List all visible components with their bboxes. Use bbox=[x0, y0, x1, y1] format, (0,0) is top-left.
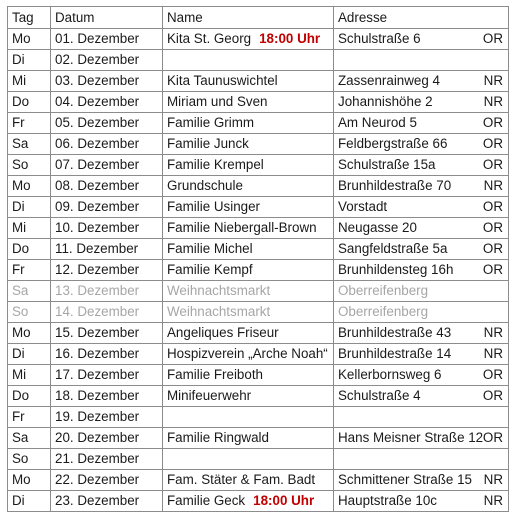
cell-name bbox=[163, 176, 334, 197]
cell-day bbox=[8, 428, 51, 449]
day-text: Do bbox=[12, 94, 30, 109]
cell-address bbox=[334, 218, 509, 239]
region-code: NR bbox=[483, 94, 503, 109]
cell-day bbox=[8, 113, 51, 134]
cell-name bbox=[163, 428, 334, 449]
table-body bbox=[8, 7, 509, 512]
date-text: 15. Dezember bbox=[55, 325, 140, 340]
day-text: Fr bbox=[12, 409, 25, 424]
cell-name bbox=[163, 155, 334, 176]
name-text: Angeliques Friseur bbox=[167, 325, 279, 340]
date-text: 23. Dezember bbox=[55, 493, 140, 508]
day-text: Fr bbox=[12, 115, 25, 130]
name-text: Kita Taunuswichtel bbox=[167, 73, 278, 88]
cell-address bbox=[334, 92, 509, 113]
cell-address bbox=[334, 155, 509, 176]
name-text: Familie Krempel bbox=[167, 157, 264, 172]
date-text: 13. Dezember bbox=[55, 283, 140, 298]
name-text: Familie Kempf bbox=[167, 262, 253, 277]
cell-date bbox=[51, 344, 163, 365]
cell-date bbox=[51, 281, 163, 302]
name-text: Fam. Stäter & Fam. Badt bbox=[167, 472, 316, 487]
header-date: Datum bbox=[51, 7, 163, 29]
name-text: Minifeuerwehr bbox=[167, 388, 252, 403]
region-code: OR bbox=[482, 199, 503, 214]
address-text: Oberreifenberg bbox=[338, 304, 429, 319]
cell-day bbox=[8, 344, 51, 365]
cell-name bbox=[163, 470, 334, 491]
name-text: Familie Geck bbox=[167, 493, 246, 508]
cell-address bbox=[334, 176, 509, 197]
cell-address bbox=[334, 470, 509, 491]
date-text: 09. Dezember bbox=[55, 199, 140, 214]
region-code: NR bbox=[483, 325, 503, 340]
cell-day bbox=[8, 470, 51, 491]
cell-address bbox=[334, 134, 509, 155]
table-row bbox=[8, 302, 509, 323]
date-text: 07. Dezember bbox=[55, 157, 140, 172]
table-row bbox=[8, 71, 509, 92]
cell-address bbox=[334, 407, 509, 428]
date-text: 19. Dezember bbox=[55, 409, 140, 424]
name-text: Familie Ringwald bbox=[167, 430, 269, 445]
cell-date bbox=[51, 386, 163, 407]
cell-day bbox=[8, 197, 51, 218]
table-row bbox=[8, 344, 509, 365]
cell-address bbox=[334, 197, 509, 218]
table-row bbox=[8, 491, 509, 512]
table-row bbox=[8, 29, 509, 50]
cell-name bbox=[163, 29, 334, 50]
header-name: Name bbox=[163, 7, 334, 29]
region-code: OR bbox=[482, 157, 503, 172]
region-code: NR bbox=[483, 493, 503, 508]
cell-date bbox=[51, 155, 163, 176]
cell-name bbox=[163, 281, 334, 302]
name-text: Familie Freiboth bbox=[167, 367, 263, 382]
address-text: Hauptstraße 10c bbox=[338, 493, 437, 508]
cell-date bbox=[51, 218, 163, 239]
table-row bbox=[8, 113, 509, 134]
table-row bbox=[8, 260, 509, 281]
cell-date bbox=[51, 260, 163, 281]
region-code: OR bbox=[482, 115, 503, 130]
address-text: Schulstraße 6 bbox=[338, 31, 421, 46]
date-text: 21. Dezember bbox=[55, 451, 140, 466]
date-text: 01. Dezember bbox=[55, 31, 140, 46]
cell-date bbox=[51, 134, 163, 155]
table-row bbox=[8, 92, 509, 113]
cell-date bbox=[51, 428, 163, 449]
day-text: So bbox=[12, 157, 29, 172]
cell-name bbox=[163, 302, 334, 323]
cell-name bbox=[163, 260, 334, 281]
table-row bbox=[8, 281, 509, 302]
table-row bbox=[8, 218, 509, 239]
day-text: Di bbox=[12, 346, 25, 361]
cell-date bbox=[51, 92, 163, 113]
cell-name bbox=[163, 365, 334, 386]
address-text: Am Neurod 5 bbox=[338, 115, 417, 130]
cell-name bbox=[163, 386, 334, 407]
date-text: 18. Dezember bbox=[55, 388, 140, 403]
address-text: Sangfeldstraße 5a bbox=[338, 241, 448, 256]
date-text: 04. Dezember bbox=[55, 94, 140, 109]
date-text: 22. Dezember bbox=[55, 472, 140, 487]
day-text: So bbox=[12, 451, 29, 466]
cell-day bbox=[8, 407, 51, 428]
cell-name bbox=[163, 71, 334, 92]
cell-name bbox=[163, 134, 334, 155]
region-code: OR bbox=[482, 241, 503, 256]
cell-day bbox=[8, 281, 51, 302]
cell-address bbox=[334, 239, 509, 260]
header-row bbox=[8, 7, 509, 29]
cell-address bbox=[334, 260, 509, 281]
day-text: Mi bbox=[12, 220, 27, 235]
region-code: OR bbox=[482, 262, 503, 277]
day-text: Mo bbox=[12, 178, 31, 193]
cell-date bbox=[51, 491, 163, 512]
date-text: 06. Dezember bbox=[55, 136, 140, 151]
address-text: Hans Meisner Straße 12 bbox=[338, 430, 484, 445]
date-text: 14. Dezember bbox=[55, 304, 140, 319]
cell-day bbox=[8, 218, 51, 239]
cell-name bbox=[163, 449, 334, 470]
cell-name bbox=[163, 113, 334, 134]
cell-address bbox=[334, 113, 509, 134]
cell-name bbox=[163, 197, 334, 218]
table-row bbox=[8, 197, 509, 218]
day-text: Di bbox=[12, 493, 25, 508]
address-text: Brunhildensteg 16h bbox=[338, 262, 454, 277]
cell-name bbox=[163, 50, 334, 71]
cell-day bbox=[8, 302, 51, 323]
time-badge: 18:00 Uhr bbox=[259, 31, 321, 46]
address-text: Johannishöhe 2 bbox=[338, 94, 433, 109]
table-row bbox=[8, 239, 509, 260]
name-text: Weihnachtsmarkt bbox=[167, 283, 271, 298]
cell-date bbox=[51, 176, 163, 197]
table-row bbox=[8, 50, 509, 71]
cell-name bbox=[163, 92, 334, 113]
address-text: Feldbergstraße 66 bbox=[338, 136, 448, 151]
cell-day bbox=[8, 155, 51, 176]
cell-address bbox=[334, 29, 509, 50]
cell-date bbox=[51, 365, 163, 386]
day-text: Mo bbox=[12, 325, 31, 340]
day-text: Sa bbox=[12, 136, 29, 151]
cell-day bbox=[8, 386, 51, 407]
cell-day bbox=[8, 323, 51, 344]
cell-day bbox=[8, 239, 51, 260]
address-text: Oberreifenberg bbox=[338, 283, 429, 298]
cell-address bbox=[334, 344, 509, 365]
advent-calendar-table bbox=[7, 6, 509, 512]
cell-day bbox=[8, 491, 51, 512]
date-text: 20. Dezember bbox=[55, 430, 140, 445]
cell-address bbox=[334, 428, 509, 449]
cell-day bbox=[8, 50, 51, 71]
name-text: Familie Grimm bbox=[167, 115, 255, 130]
day-text: Mo bbox=[12, 472, 31, 487]
table-row bbox=[8, 155, 509, 176]
cell-address bbox=[334, 449, 509, 470]
cell-date bbox=[51, 407, 163, 428]
cell-day bbox=[8, 92, 51, 113]
table-row bbox=[8, 470, 509, 491]
cell-address bbox=[334, 71, 509, 92]
name-text: Weihnachtsmarkt bbox=[167, 304, 271, 319]
table-row bbox=[8, 449, 509, 470]
date-text: 12. Dezember bbox=[55, 262, 140, 277]
cell-day bbox=[8, 260, 51, 281]
name-text: Miriam und Sven bbox=[167, 94, 268, 109]
name-text: Familie Niebergall-Brown bbox=[167, 220, 317, 235]
region-code: NR bbox=[483, 346, 503, 361]
address-text: Brunhildestraße 43 bbox=[338, 325, 452, 340]
cell-name bbox=[163, 407, 334, 428]
region-code: NR bbox=[483, 178, 503, 193]
day-text: Mi bbox=[12, 367, 27, 382]
table-row bbox=[8, 386, 509, 407]
address-text: Vorstadt bbox=[338, 199, 388, 214]
day-text: Sa bbox=[12, 283, 29, 298]
cell-date bbox=[51, 302, 163, 323]
table-row bbox=[8, 407, 509, 428]
address-text: Schulstraße 15a bbox=[338, 157, 436, 172]
name-text: Grundschule bbox=[167, 178, 243, 193]
header-address: Adresse bbox=[334, 7, 509, 29]
date-text: 11. Dezember bbox=[55, 241, 139, 256]
cell-day bbox=[8, 449, 51, 470]
address-text: Brunhildestraße 70 bbox=[338, 178, 452, 193]
cell-date bbox=[51, 197, 163, 218]
cell-address bbox=[334, 323, 509, 344]
day-text: Do bbox=[12, 388, 30, 403]
day-text: Mi bbox=[12, 73, 27, 88]
region-code: OR bbox=[482, 31, 503, 46]
day-text: Di bbox=[12, 199, 25, 214]
day-text: Di bbox=[12, 52, 25, 67]
cell-address bbox=[334, 50, 509, 71]
date-text: 02. Dezember bbox=[55, 52, 140, 67]
region-code: OR bbox=[482, 430, 503, 445]
cell-day bbox=[8, 29, 51, 50]
name-text: Familie Usinger bbox=[167, 199, 261, 214]
cell-date bbox=[51, 323, 163, 344]
table-row bbox=[8, 176, 509, 197]
cell-day bbox=[8, 176, 51, 197]
cell-address bbox=[334, 491, 509, 512]
cell-date bbox=[51, 29, 163, 50]
address-text: Neugasse 20 bbox=[338, 220, 417, 235]
date-text: 05. Dezember bbox=[55, 115, 140, 130]
region-code: OR bbox=[482, 136, 503, 151]
day-text: Fr bbox=[12, 262, 25, 277]
cell-date bbox=[51, 71, 163, 92]
name-text: Familie Michel bbox=[167, 241, 253, 256]
cell-day bbox=[8, 71, 51, 92]
date-text: 17. Dezember bbox=[55, 367, 140, 382]
cell-day bbox=[8, 134, 51, 155]
day-text: So bbox=[12, 304, 29, 319]
region-code: OR bbox=[482, 220, 503, 235]
region-code: OR bbox=[482, 388, 503, 403]
table-row bbox=[8, 365, 509, 386]
time-badge: 18:00 Uhr bbox=[253, 493, 315, 508]
day-text: Mo bbox=[12, 31, 31, 46]
header-day: Tag bbox=[8, 7, 51, 29]
date-text: 08. Dezember bbox=[55, 178, 140, 193]
address-text: Schmittener Straße 15 bbox=[338, 472, 472, 487]
address-text: Zassenrainweg 4 bbox=[338, 73, 440, 88]
date-text: 16. Dezember bbox=[55, 346, 140, 361]
cell-address bbox=[334, 281, 509, 302]
cell-name bbox=[163, 491, 334, 512]
cell-address bbox=[334, 302, 509, 323]
cell-name bbox=[163, 344, 334, 365]
cell-date bbox=[51, 239, 163, 260]
date-text: 03. Dezember bbox=[55, 73, 140, 88]
cell-date bbox=[51, 449, 163, 470]
date-text: 10. Dezember bbox=[55, 220, 140, 235]
address-text: Schulstraße 4 bbox=[338, 388, 421, 403]
day-text: Sa bbox=[12, 430, 29, 445]
cell-date bbox=[51, 113, 163, 134]
cell-address bbox=[334, 365, 509, 386]
address-text: Kellerbornsweg 6 bbox=[338, 367, 442, 382]
cell-name bbox=[163, 323, 334, 344]
cell-day bbox=[8, 365, 51, 386]
table-row bbox=[8, 428, 509, 449]
cell-name bbox=[163, 239, 334, 260]
name-text: Kita St. Georg bbox=[167, 31, 252, 46]
cell-date bbox=[51, 470, 163, 491]
name-text: Hospizverein „Arche Noah“ bbox=[167, 346, 328, 361]
region-code: NR bbox=[483, 73, 503, 88]
table-row bbox=[8, 323, 509, 344]
day-text: Do bbox=[12, 241, 30, 256]
cell-date bbox=[51, 50, 163, 71]
region-code: NR bbox=[483, 472, 503, 487]
name-text: Familie Junck bbox=[167, 136, 249, 151]
cell-address bbox=[334, 386, 509, 407]
cell-name bbox=[163, 218, 334, 239]
table-row bbox=[8, 134, 509, 155]
address-text: Brunhildestraße 14 bbox=[338, 346, 452, 361]
region-code: OR bbox=[482, 367, 503, 382]
